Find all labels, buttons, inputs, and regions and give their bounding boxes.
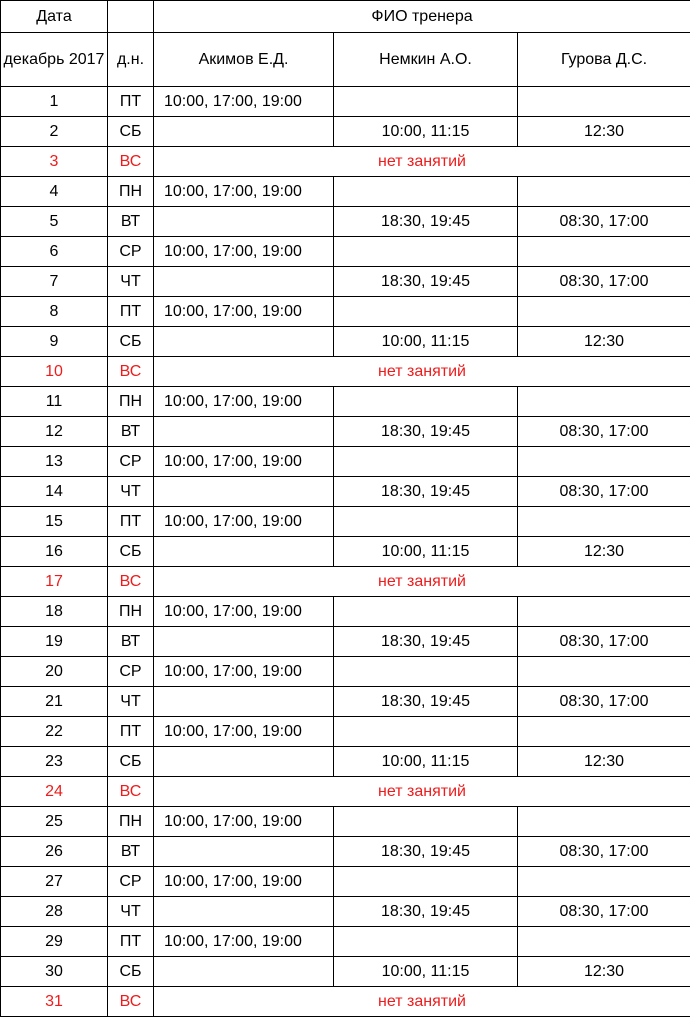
trainer-2-time-cell (334, 387, 518, 417)
table-row (1, 807, 690, 837)
weekday-cell: СБ (108, 957, 154, 987)
header-trainer-name: ФИО тренера (154, 1, 690, 33)
trainer-1-time-cell: 10:00, 17:00, 19:00 (154, 657, 334, 687)
trainer-3-time-cell (518, 387, 690, 417)
table-row (1, 597, 690, 627)
weekday-cell: СР (108, 657, 154, 687)
trainer-1-time-cell (154, 267, 334, 297)
trainer-3-time-cell (518, 927, 690, 957)
trainer-2-time-cell: 10:00, 11:15 (334, 957, 518, 987)
trainer-2-time-cell: 18:30, 19:45 (334, 837, 518, 867)
trainer-1-time-cell (154, 747, 334, 777)
trainer-3-time-cell (518, 717, 690, 747)
weekday-cell: ПТ (108, 87, 154, 117)
table-row (1, 237, 690, 267)
trainer-3-time-cell: 12:30 (518, 957, 690, 987)
table-row (1, 657, 690, 687)
table-row (1, 87, 690, 117)
trainer-2-time-cell: 18:30, 19:45 (334, 267, 518, 297)
weekday-cell: ВС (108, 357, 154, 387)
day-number: 24 (1, 777, 108, 807)
day-number: 18 (1, 597, 108, 627)
weekday-cell: СБ (108, 327, 154, 357)
trainer-3-time-cell (518, 237, 690, 267)
weekday-cell: ЧТ (108, 897, 154, 927)
trainer-3-time-cell: 08:30, 17:00 (518, 687, 690, 717)
trainer-1-time-cell (154, 627, 334, 657)
trainer-2-time-cell (334, 927, 518, 957)
header-row-top (1, 1, 690, 33)
table-row (1, 477, 690, 507)
table-row (1, 387, 690, 417)
day-number: 23 (1, 747, 108, 777)
day-number: 15 (1, 507, 108, 537)
trainer-2-time-cell: 18:30, 19:45 (334, 477, 518, 507)
header-blank (108, 1, 154, 33)
header-trainer-3: Гурова Д.С. (518, 33, 690, 87)
day-number: 1 (1, 87, 108, 117)
trainer-2-time-cell (334, 87, 518, 117)
table-row-no-classes (1, 147, 690, 177)
trainer-2-time-cell: 10:00, 11:15 (334, 327, 518, 357)
trainer-3-time-cell (518, 657, 690, 687)
table-row-no-classes (1, 357, 690, 387)
weekday-cell: СР (108, 237, 154, 267)
trainer-1-time-cell: 10:00, 17:00, 19:00 (154, 507, 334, 537)
weekday-cell: ВС (108, 777, 154, 807)
day-number: 7 (1, 267, 108, 297)
trainer-3-time-cell (518, 87, 690, 117)
trainer-3-time-cell: 08:30, 17:00 (518, 837, 690, 867)
day-number: 5 (1, 207, 108, 237)
no-classes-cell: нет занятий (154, 357, 690, 387)
day-number: 28 (1, 897, 108, 927)
weekday-cell: ВТ (108, 627, 154, 657)
trainer-3-time-cell (518, 597, 690, 627)
trainer-3-time-cell (518, 807, 690, 837)
trainer-1-time-cell (154, 417, 334, 447)
day-number: 17 (1, 567, 108, 597)
trainer-2-time-cell (334, 507, 518, 537)
trainer-1-time-cell: 10:00, 17:00, 19:00 (154, 447, 334, 477)
trainer-3-time-cell (518, 867, 690, 897)
header-row-bottom (1, 33, 690, 87)
table-row (1, 447, 690, 477)
weekday-cell: ЧТ (108, 267, 154, 297)
table-row (1, 537, 690, 567)
weekday-cell: ВС (108, 567, 154, 597)
trainer-2-time-cell: 18:30, 19:45 (334, 207, 518, 237)
trainer-3-time-cell: 12:30 (518, 747, 690, 777)
trainer-2-time-cell (334, 297, 518, 327)
trainer-1-time-cell (154, 897, 334, 927)
trainer-2-time-cell: 18:30, 19:45 (334, 627, 518, 657)
header-trainer-2: Немкин А.О. (334, 33, 518, 87)
weekday-cell: СР (108, 447, 154, 477)
trainer-2-time-cell (334, 597, 518, 627)
day-number: 9 (1, 327, 108, 357)
trainer-1-time-cell (154, 117, 334, 147)
no-classes-cell: нет занятий (154, 147, 690, 177)
trainer-1-time-cell: 10:00, 17:00, 19:00 (154, 237, 334, 267)
day-number: 25 (1, 807, 108, 837)
weekday-cell: ВТ (108, 207, 154, 237)
trainer-3-time-cell: 12:30 (518, 117, 690, 147)
trainer-2-time-cell: 10:00, 11:15 (334, 117, 518, 147)
trainer-2-time-cell: 18:30, 19:45 (334, 687, 518, 717)
table-row (1, 267, 690, 297)
table-row (1, 717, 690, 747)
weekday-cell: ВТ (108, 417, 154, 447)
weekday-cell: ПТ (108, 717, 154, 747)
table-row (1, 627, 690, 657)
trainer-1-time-cell (154, 837, 334, 867)
trainer-1-time-cell (154, 687, 334, 717)
day-number: 31 (1, 987, 108, 1017)
trainer-3-time-cell: 12:30 (518, 327, 690, 357)
day-number: 21 (1, 687, 108, 717)
table-row (1, 327, 690, 357)
day-number: 14 (1, 477, 108, 507)
trainer-1-time-cell (154, 207, 334, 237)
weekday-cell: ЧТ (108, 477, 154, 507)
trainer-1-time-cell: 10:00, 17:00, 19:00 (154, 867, 334, 897)
weekday-cell: СБ (108, 537, 154, 567)
header-trainer-1: Акимов Е.Д. (154, 33, 334, 87)
day-number: 26 (1, 837, 108, 867)
weekday-cell: ПН (108, 807, 154, 837)
trainer-1-time-cell: 10:00, 17:00, 19:00 (154, 597, 334, 627)
trainer-1-time-cell: 10:00, 17:00, 19:00 (154, 387, 334, 417)
trainer-1-time-cell (154, 537, 334, 567)
day-number: 30 (1, 957, 108, 987)
trainer-3-time-cell: 08:30, 17:00 (518, 417, 690, 447)
day-number: 13 (1, 447, 108, 477)
day-number: 10 (1, 357, 108, 387)
table-row (1, 507, 690, 537)
trainer-1-time-cell: 10:00, 17:00, 19:00 (154, 87, 334, 117)
table-row (1, 837, 690, 867)
weekday-cell: ЧТ (108, 687, 154, 717)
weekday-cell: ПТ (108, 297, 154, 327)
trainer-3-time-cell (518, 507, 690, 537)
day-number: 12 (1, 417, 108, 447)
weekday-cell: ПН (108, 597, 154, 627)
header-date: Дата (1, 1, 108, 33)
header-weekday: д.н. (108, 33, 154, 87)
weekday-cell: ПН (108, 177, 154, 207)
day-number: 22 (1, 717, 108, 747)
day-number: 11 (1, 387, 108, 417)
table-row (1, 687, 690, 717)
trainer-3-time-cell: 08:30, 17:00 (518, 627, 690, 657)
trainer-3-time-cell: 08:30, 17:00 (518, 207, 690, 237)
day-number: 3 (1, 147, 108, 177)
no-classes-cell: нет занятий (154, 567, 690, 597)
table-row (1, 117, 690, 147)
weekday-cell: ВС (108, 987, 154, 1017)
trainer-1-time-cell (154, 957, 334, 987)
header-month: декабрь 2017 (1, 33, 108, 87)
schedule-body (1, 1, 690, 1017)
weekday-cell: ПН (108, 387, 154, 417)
trainer-2-time-cell (334, 717, 518, 747)
table-row-no-classes (1, 987, 690, 1017)
weekday-cell: СБ (108, 747, 154, 777)
day-number: 16 (1, 537, 108, 567)
table-row (1, 207, 690, 237)
trainer-2-time-cell (334, 657, 518, 687)
trainer-3-time-cell (518, 297, 690, 327)
day-number: 29 (1, 927, 108, 957)
table-row (1, 957, 690, 987)
weekday-cell: ВТ (108, 837, 154, 867)
trainer-2-time-cell (334, 447, 518, 477)
table-row (1, 867, 690, 897)
day-number: 2 (1, 117, 108, 147)
trainer-3-time-cell: 08:30, 17:00 (518, 477, 690, 507)
trainer-3-time-cell (518, 177, 690, 207)
day-number: 6 (1, 237, 108, 267)
weekday-cell: ПТ (108, 507, 154, 537)
trainer-1-time-cell (154, 327, 334, 357)
table-row (1, 177, 690, 207)
table-row (1, 747, 690, 777)
trainer-2-time-cell (334, 807, 518, 837)
weekday-cell: ВС (108, 147, 154, 177)
day-number: 8 (1, 297, 108, 327)
table-row (1, 927, 690, 957)
trainer-2-time-cell: 18:30, 19:45 (334, 897, 518, 927)
trainer-1-time-cell: 10:00, 17:00, 19:00 (154, 927, 334, 957)
trainer-2-time-cell (334, 177, 518, 207)
trainer-3-time-cell: 08:30, 17:00 (518, 267, 690, 297)
table-row-no-classes (1, 777, 690, 807)
trainer-1-time-cell: 10:00, 17:00, 19:00 (154, 297, 334, 327)
day-number: 27 (1, 867, 108, 897)
no-classes-cell: нет занятий (154, 987, 690, 1017)
trainer-3-time-cell (518, 447, 690, 477)
trainer-1-time-cell: 10:00, 17:00, 19:00 (154, 807, 334, 837)
trainer-2-time-cell (334, 237, 518, 267)
weekday-cell: СБ (108, 117, 154, 147)
trainer-2-time-cell: 18:30, 19:45 (334, 417, 518, 447)
no-classes-cell: нет занятий (154, 777, 690, 807)
trainer-1-time-cell: 10:00, 17:00, 19:00 (154, 177, 334, 207)
day-number: 4 (1, 177, 108, 207)
table-row-no-classes (1, 567, 690, 597)
day-number: 19 (1, 627, 108, 657)
weekday-cell: СР (108, 867, 154, 897)
trainer-2-time-cell: 10:00, 11:15 (334, 537, 518, 567)
trainer-3-time-cell: 08:30, 17:00 (518, 897, 690, 927)
trainer-2-time-cell: 10:00, 11:15 (334, 747, 518, 777)
trainer-2-time-cell (334, 867, 518, 897)
table-row (1, 297, 690, 327)
trainer-3-time-cell: 12:30 (518, 537, 690, 567)
day-number: 20 (1, 657, 108, 687)
table-row (1, 417, 690, 447)
table-row (1, 897, 690, 927)
trainer-1-time-cell (154, 477, 334, 507)
weekday-cell: ПТ (108, 927, 154, 957)
trainer-1-time-cell: 10:00, 17:00, 19:00 (154, 717, 334, 747)
